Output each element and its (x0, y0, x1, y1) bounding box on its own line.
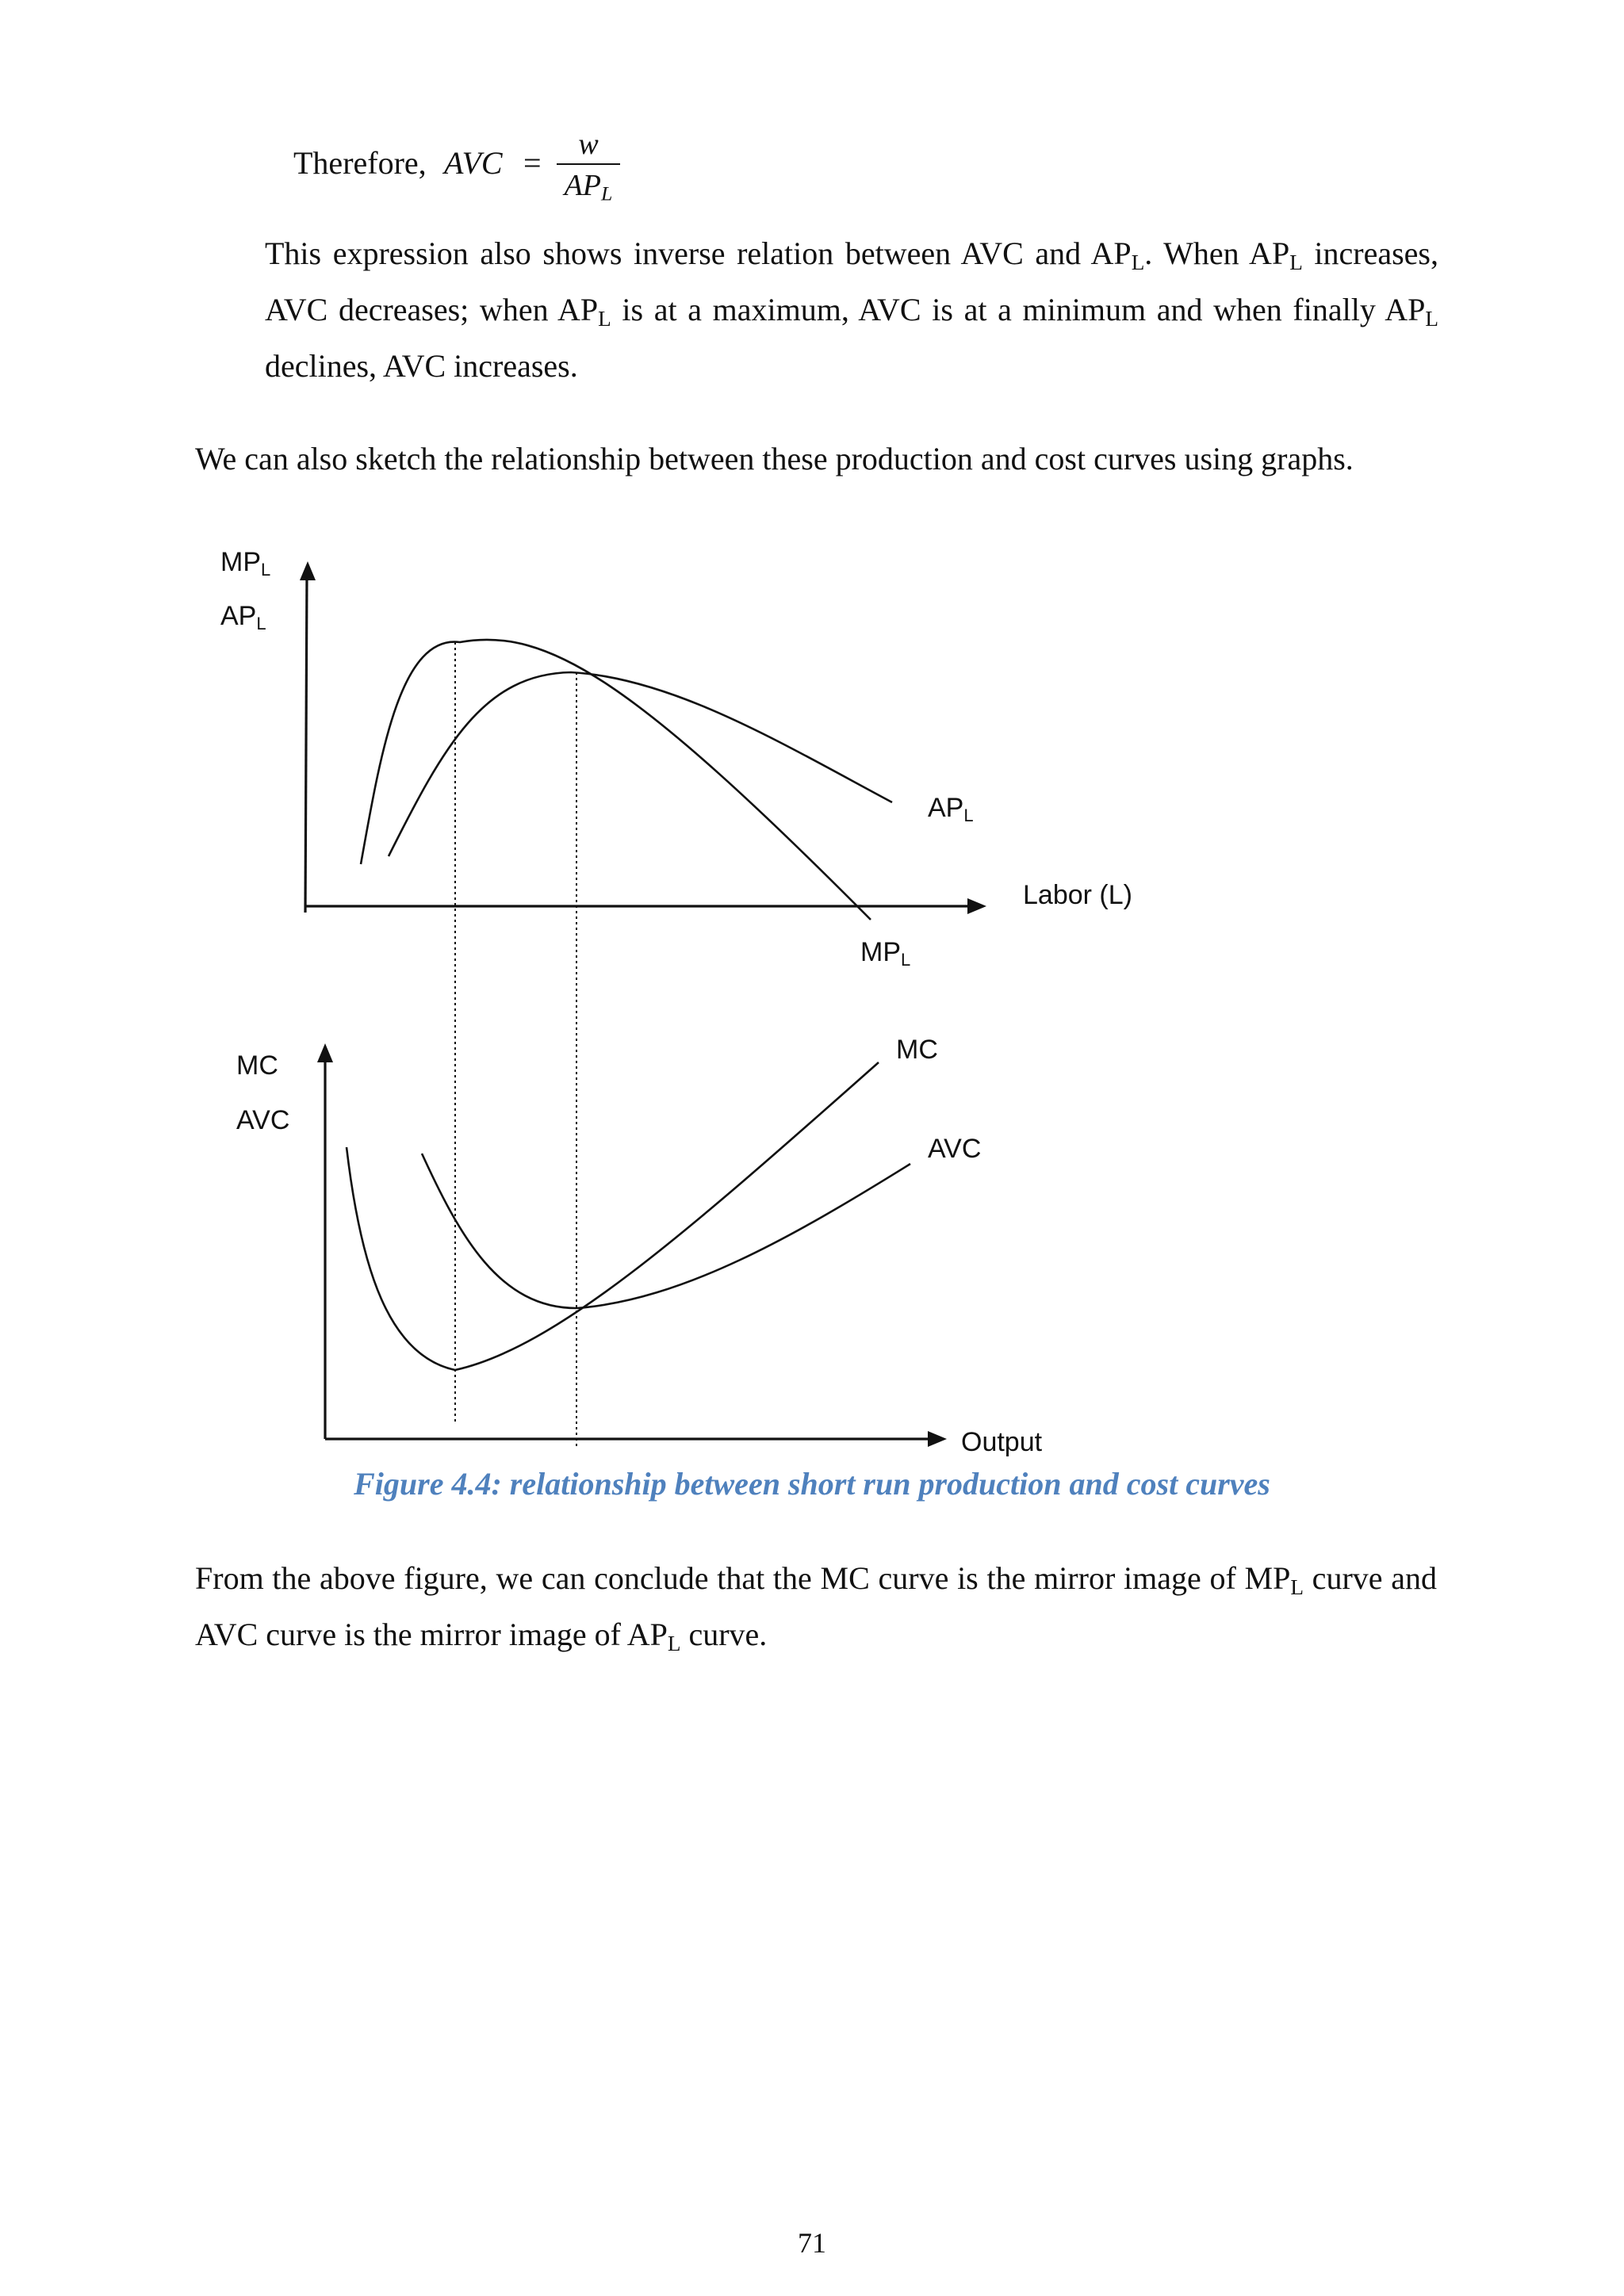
para1-text-1: This expression also shows inverse relation between AVC and AP (265, 235, 1132, 271)
top-y-label-mp: MPL (220, 547, 271, 580)
denominator-main: AP (564, 169, 602, 202)
formula-equals: = (523, 145, 542, 181)
top-y-axis-arrowhead (300, 561, 316, 580)
para3-sub-1: L (1290, 1575, 1304, 1599)
top-y-axis (305, 572, 307, 913)
fraction-bar (557, 163, 620, 165)
denominator-subscript: L (601, 182, 613, 205)
bottom-x-label: Output (961, 1427, 1043, 1457)
avc-formula (293, 127, 928, 214)
paragraph-sketch-intro: We can also sketch the relationship between these production and cost curves using graphs. (195, 441, 1354, 476)
para1-sub-4: L (1425, 306, 1439, 331)
avc-curve (422, 1154, 910, 1308)
top-y-label-ap: APL (220, 601, 266, 633)
formula-lead-text: Therefore, (293, 145, 427, 181)
paragraph-conclusion (195, 1550, 1437, 1663)
para1-sub-2: L (1289, 250, 1303, 274)
bottom-x-axis-arrowhead (928, 1431, 947, 1447)
ap-curve-label: APL (928, 793, 974, 825)
bottom-y-label-mc: MC (236, 1050, 278, 1081)
figure-caption: Figure 4.4: relationship between short run production and cost curves (354, 1466, 1270, 1502)
top-x-axis-arrowhead (967, 898, 986, 914)
mp-curve (361, 640, 871, 920)
mc-curve-label: MC (896, 1035, 938, 1065)
ap-curve (389, 672, 892, 856)
para1-text-4: is at a maximum, AVC is at a minimum and when finally AP (611, 292, 1426, 327)
page-number: 71 (798, 2227, 826, 2259)
top-x-label: Labor (L) (1023, 880, 1132, 910)
formula-lhs: AVC (444, 145, 503, 181)
mp-curve-label: MPL (860, 937, 911, 970)
para1-text-5: declines, AVC increases. (265, 348, 578, 384)
formula-fraction (557, 127, 620, 203)
bottom-y-axis-arrowhead (317, 1043, 333, 1062)
para1-text-3: increases, AVC decreases; when AP (265, 235, 1438, 327)
para1-text-2: . When AP (1144, 235, 1290, 271)
mc-curve (347, 1062, 879, 1370)
fraction-denominator (557, 168, 620, 203)
bottom-y-label-avc: AVC (236, 1105, 290, 1135)
para3-text-2: curve and AVC curve is the mirror image of AP (195, 1560, 1438, 1652)
para3-text-3: curve. (680, 1617, 768, 1652)
paragraph-inverse-relation (265, 225, 1438, 394)
para3-sub-2: L (667, 1631, 681, 1655)
para1-sub-1: L (1131, 250, 1145, 274)
fraction-numerator: w (578, 128, 599, 161)
para3-text-1: From the above figure, we can conclude that the MC curve is the mirror image of MP (195, 1560, 1291, 1596)
avc-curve-label: AVC (928, 1134, 982, 1164)
para1-sub-3: L (598, 306, 611, 331)
